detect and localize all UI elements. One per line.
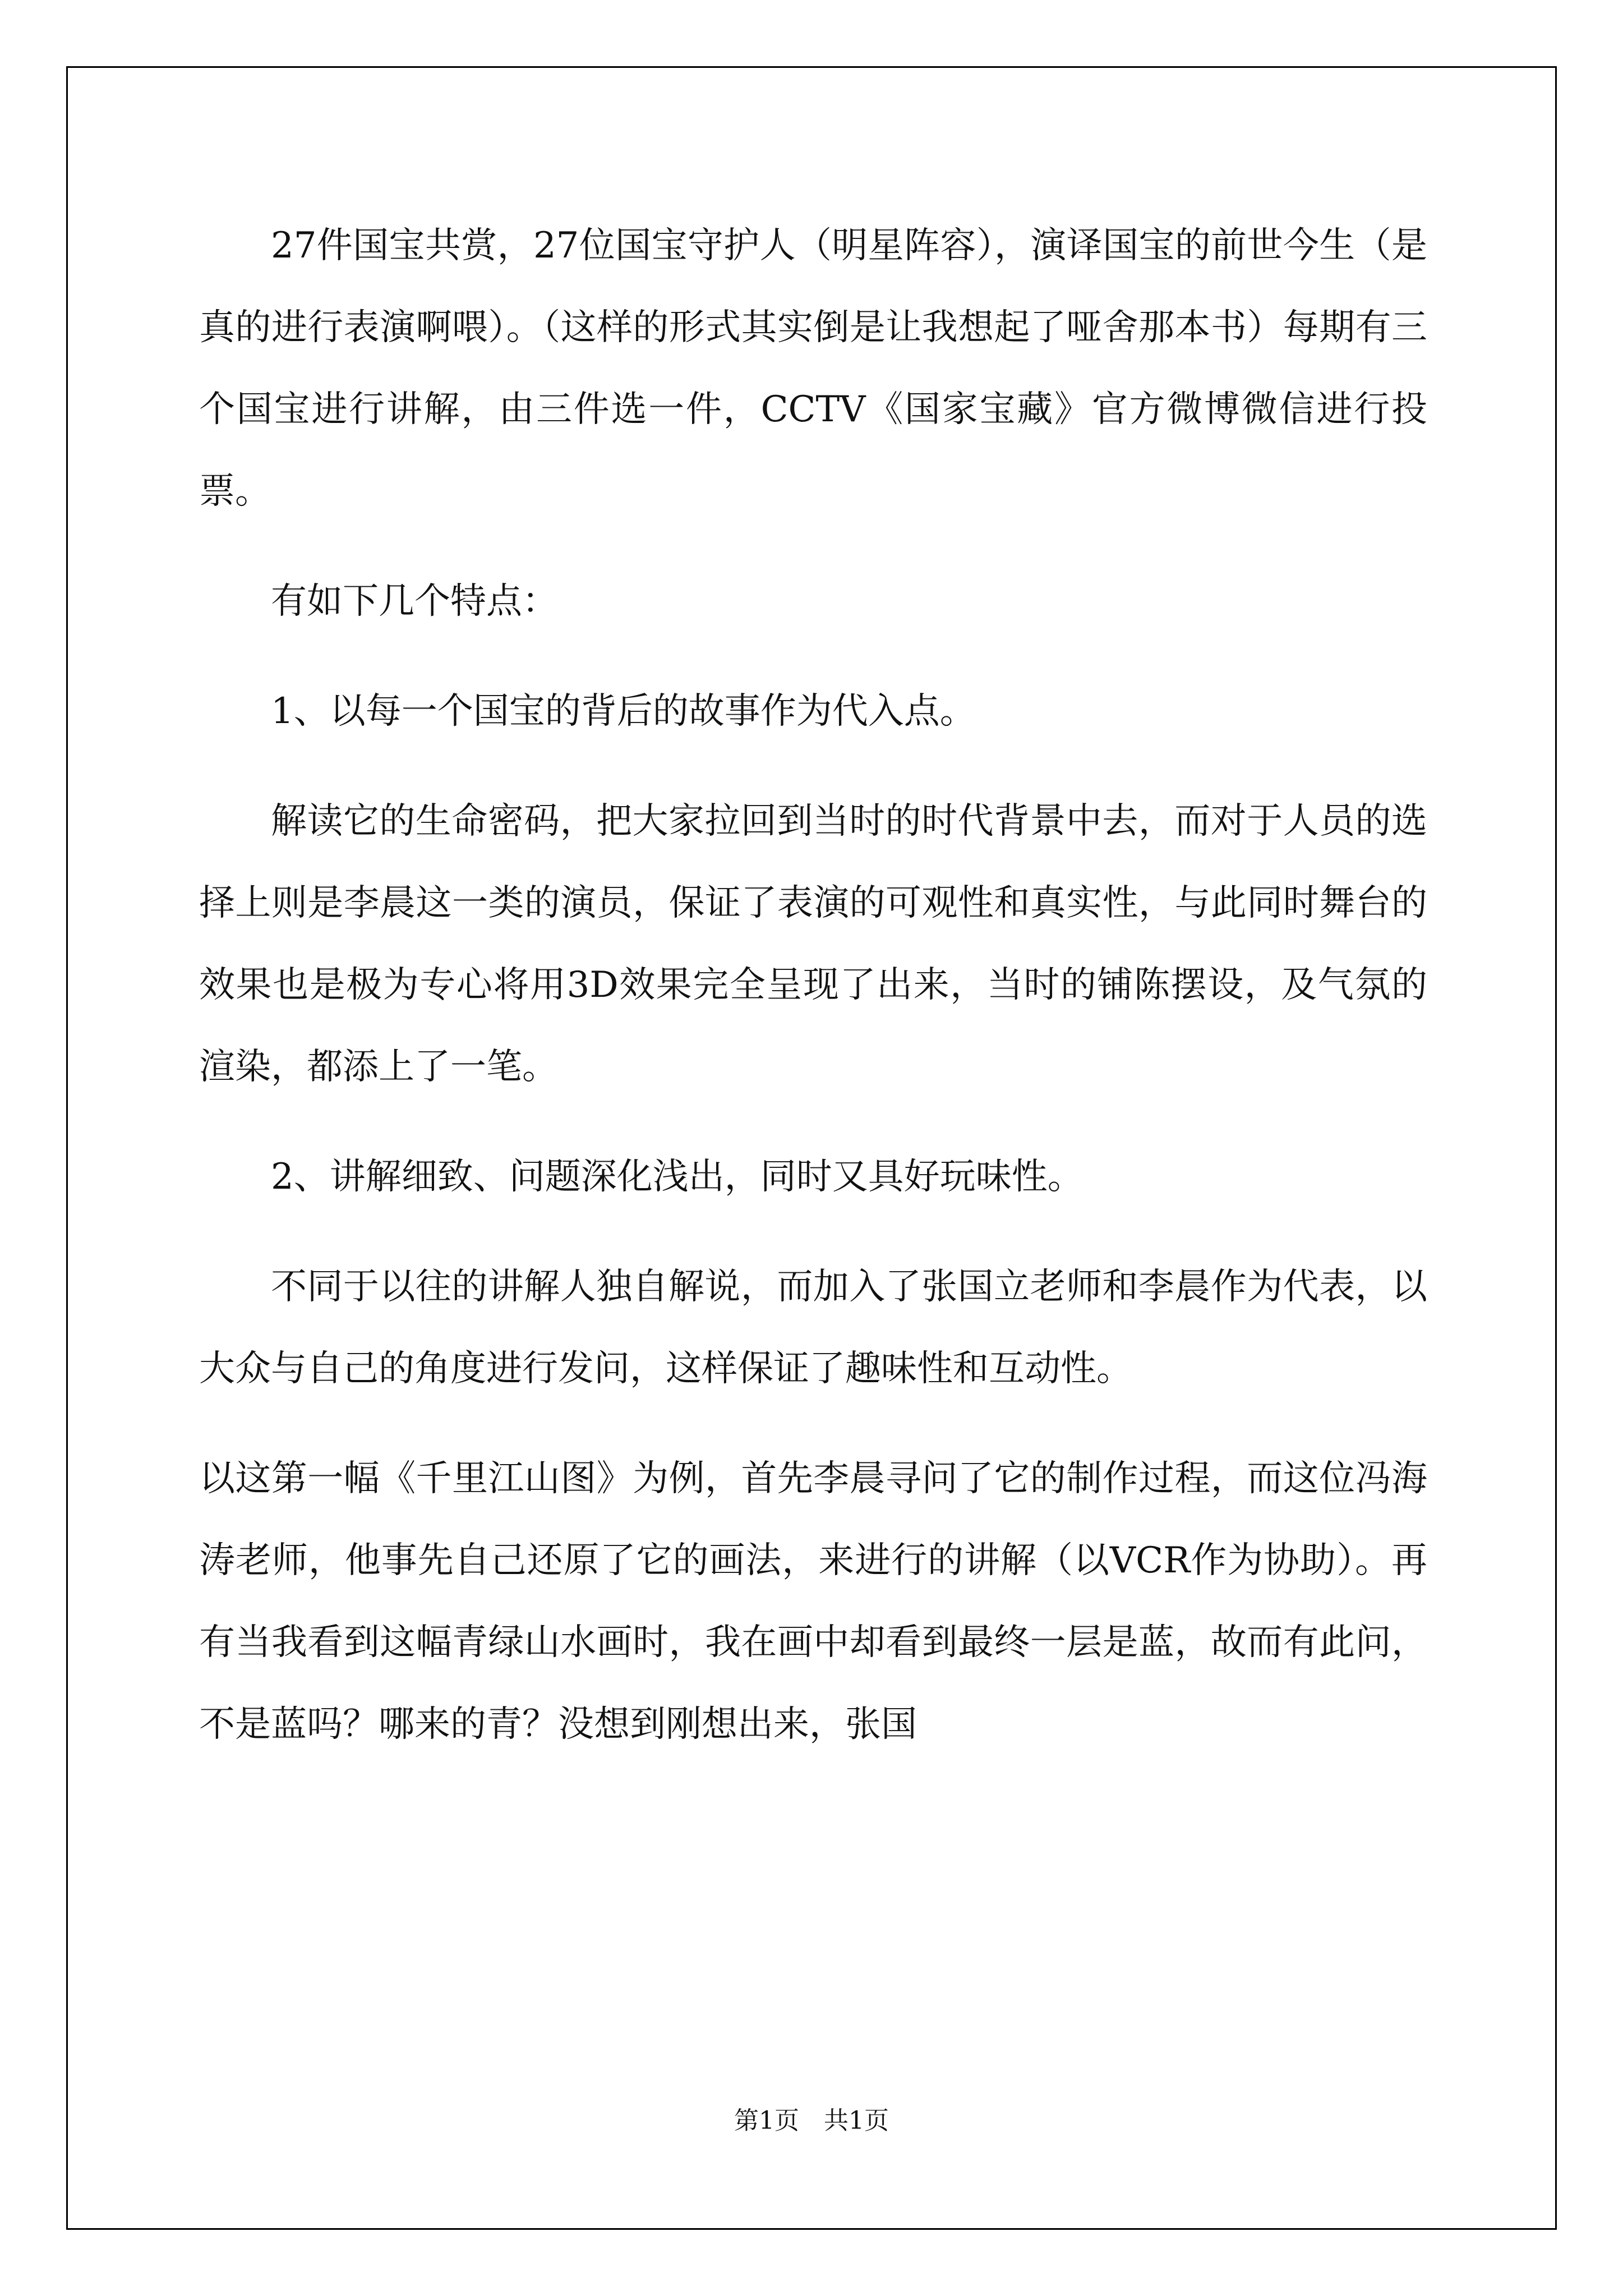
paragraph-intro: 27件国宝共赏，27位国宝守护人（明星阵容），演译国宝的前世今生（是真的进行表演啊喂）。（这样的形式其实倒是让我想起了哑舍那本书）每期有三个国宝进行讲解，由三件选一件，CCTV《国家宝藏》官方微博微信进行投票。 [199,225,1427,512]
paragraph-feature-2: 2、讲解细致、问题深化浅出，同时又具好玩味性。 [271,1156,1083,1198]
paragraph-feature-1-detail: 解读它的生命密码，把大家拉回到当时的时代背景中去，而对于人员的选择上则是李晨这一类的演员，保证了表演的可观性和真实性，与此同时舞台的效果也是极为专心将用3D效果完全呈现了出来，当时的铺陈摆设，及气氛的渲染，都添上了一笔。 [199,800,1427,1088]
paragraph-features-heading: 有如下几个特点： [271,581,558,622]
paragraph-example: 以这第一幅《千里江山图》为例，首先李晨寻问了它的制作过程，而这位冯海涛老师，他事先自己还原了它的画法，来进行的讲解（以VCR作为协助）。再有当我看到这幅青绿山水画时，我在画中却看到最终一层是蓝，故而有此问，不是蓝吗？哪来的青？没想到刚想出来，张国 [199,1458,1427,1745]
page-footer: 第1页 共1页 [734,2106,889,2135]
paragraph-feature-1: 1、以每一个国宝的背后的故事作为代入点。 [271,691,976,732]
document-body [199,205,1427,1793]
paragraph-feature-2-detail: 不同于以往的讲解人独自解说，而加入了张国立老师和李晨作为代表，以大众与自己的角度进行发问，这样保证了趣味性和互动性。 [199,1266,1427,1389]
